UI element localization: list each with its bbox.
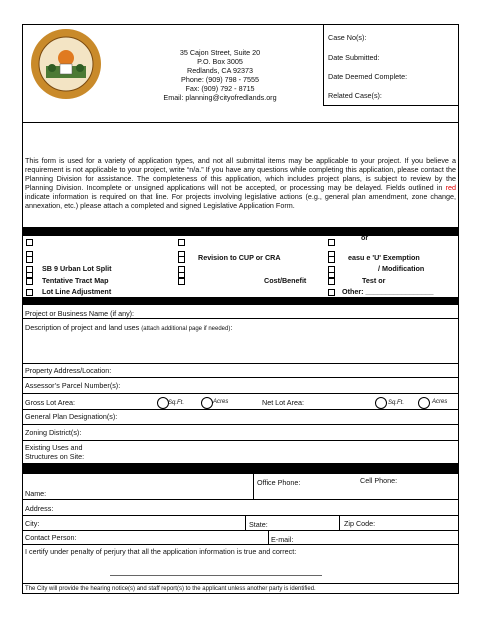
address-line: 35 Cajon Street, Suite 20 bbox=[179, 48, 261, 57]
divider bbox=[22, 363, 459, 364]
header-divider bbox=[323, 105, 459, 106]
option-test-or: Test or bbox=[362, 276, 386, 285]
contact-person-field[interactable]: Contact Person: bbox=[25, 533, 77, 542]
case-box-divider bbox=[323, 24, 324, 105]
section-bar bbox=[22, 227, 459, 236]
intro-paragraph: This form is used for a variety of application types, and not all submittal items may be applicable to your project. If you believe a requirement is not applicable to your project, write “n/a.” If you have any questions while completing this application, please contact the Planning Division for assistance. The completeness of this application, which includes project plans, is subject to review by the Planning Division. Incomplete or unsigned applications will not be accepted, or processing may be delayed. Fields outlined in red indicate information is required on that line. For projects involving legislative actions (e.g., general plan amendment, zone change, annexation, etc.) please attach a completed and signed Legislative Application Form. bbox=[25, 156, 456, 210]
header-bottom-line bbox=[22, 122, 459, 123]
option-sb9-lot-split: SB 9 Urban Lot Split bbox=[42, 264, 112, 273]
option-lot-line-adjustment: Lot Line Adjustment bbox=[42, 287, 112, 296]
related-cases-field[interactable]: Related Case(s): bbox=[328, 91, 382, 100]
city-address-block bbox=[130, 48, 310, 102]
divider bbox=[268, 530, 269, 544]
option-revision-cup-cra: Revision to CUP or CRA bbox=[198, 253, 281, 262]
divider bbox=[245, 515, 246, 530]
option-tentative-tract-map: Tentative Tract Map bbox=[42, 276, 109, 285]
divider bbox=[22, 544, 459, 545]
option-exemption: easu e 'U' Exemption bbox=[348, 253, 420, 262]
address-line: Redlands, CA 92373 bbox=[187, 66, 253, 75]
divider bbox=[22, 393, 459, 394]
sqft-label: Sq.Ft. bbox=[388, 400, 405, 406]
case-number-field[interactable]: Case No(s): bbox=[328, 33, 367, 42]
or-label: or bbox=[361, 233, 369, 242]
checkbox-cost-benefit[interactable] bbox=[178, 278, 185, 285]
parcel-number-field[interactable]: Assessor’s Parcel Number(s): bbox=[25, 381, 121, 390]
acres-label: Acres bbox=[213, 399, 229, 405]
project-description-label[interactable]: Description of project and land uses (attach additional page if needed): bbox=[25, 323, 233, 332]
email-field[interactable]: E-mail: bbox=[271, 535, 294, 544]
net-acres-radio[interactable] bbox=[418, 397, 430, 409]
divider bbox=[22, 499, 459, 500]
name-field[interactable]: Name: bbox=[25, 489, 47, 498]
checkbox-other[interactable] bbox=[328, 289, 335, 296]
divider bbox=[22, 318, 459, 319]
date-submitted-field[interactable]: Date Submitted: bbox=[328, 53, 380, 62]
divider bbox=[22, 377, 459, 378]
phone-line: Phone: (909) 798 - 7555 bbox=[181, 75, 259, 84]
divider bbox=[253, 474, 254, 499]
zoning-district-field[interactable]: Zoning District(s): bbox=[25, 428, 82, 437]
option-other[interactable]: Other: _________________ bbox=[342, 287, 434, 296]
divider bbox=[22, 424, 459, 425]
zip-code-field[interactable]: Zip Code: bbox=[344, 519, 376, 528]
option-cost-benefit: Cost/Benefit bbox=[264, 276, 307, 285]
option-modification: / Modification bbox=[378, 264, 425, 273]
required-color-word: red bbox=[445, 183, 456, 192]
sqft-label: Sq.Ft. bbox=[168, 400, 185, 406]
divider bbox=[22, 515, 459, 516]
divider bbox=[22, 583, 459, 584]
checkbox[interactable] bbox=[328, 239, 335, 246]
attach-note: (attach additional page if needed) bbox=[141, 326, 231, 332]
section-bar bbox=[22, 463, 459, 474]
divider bbox=[22, 440, 459, 441]
gross-lot-area-field[interactable]: Gross Lot Area: bbox=[25, 398, 75, 407]
checkbox-modification[interactable] bbox=[328, 266, 335, 273]
state-field[interactable]: State: bbox=[249, 520, 268, 529]
general-plan-field[interactable]: General Plan Designation(s): bbox=[25, 412, 118, 421]
checkbox[interactable] bbox=[178, 239, 185, 246]
divider bbox=[339, 515, 340, 530]
checkbox[interactable] bbox=[178, 266, 185, 273]
project-name-field[interactable]: Project or Business Name (if any): bbox=[25, 309, 135, 318]
address-line: P.O. Box 3005 bbox=[197, 57, 243, 66]
divider bbox=[22, 530, 459, 531]
acres-label: Acres bbox=[432, 399, 448, 405]
checkbox-sb9[interactable] bbox=[26, 266, 33, 273]
checkbox-tract-map[interactable] bbox=[26, 278, 33, 285]
certification-statement: I certify under penalty of perjury that all the application information is true and correct: bbox=[25, 547, 297, 556]
date-deemed-complete-field[interactable]: Date Deemed Complete: bbox=[328, 72, 408, 81]
existing-uses-field[interactable]: Existing Uses and Structures on Site: bbox=[25, 443, 85, 461]
net-sqft-radio[interactable] bbox=[375, 397, 387, 409]
checkbox[interactable] bbox=[26, 239, 33, 246]
divider bbox=[22, 409, 459, 410]
office-phone-field[interactable]: Office Phone: bbox=[257, 478, 301, 487]
gross-acres-radio[interactable] bbox=[201, 397, 213, 409]
net-lot-area-field[interactable]: Net Lot Area: bbox=[262, 398, 304, 407]
fax-line: Fax: (909) 792 - 8715 bbox=[185, 84, 255, 93]
city-field[interactable]: City: bbox=[25, 519, 40, 528]
checkbox[interactable] bbox=[26, 256, 33, 263]
checkbox-lot-line[interactable] bbox=[26, 289, 33, 296]
section-bar bbox=[22, 297, 459, 305]
email-line: Email: planning@cityofredlands.org bbox=[163, 93, 277, 102]
property-address-field[interactable]: Property Address/Location: bbox=[25, 366, 112, 375]
footer-note: The City will provide the hearing notice(s) and staff report(s) to the applicant unless another party is identified. bbox=[25, 586, 316, 592]
cell-phone-field[interactable]: Cell Phone: bbox=[360, 476, 398, 485]
city-seal-logo bbox=[30, 28, 102, 100]
signature-line[interactable] bbox=[110, 575, 322, 576]
checkbox-exemption[interactable] bbox=[328, 256, 335, 263]
checkbox-test[interactable] bbox=[328, 278, 335, 285]
address-field[interactable]: Address: bbox=[25, 504, 54, 513]
checkbox-cup-revision[interactable] bbox=[178, 256, 185, 263]
